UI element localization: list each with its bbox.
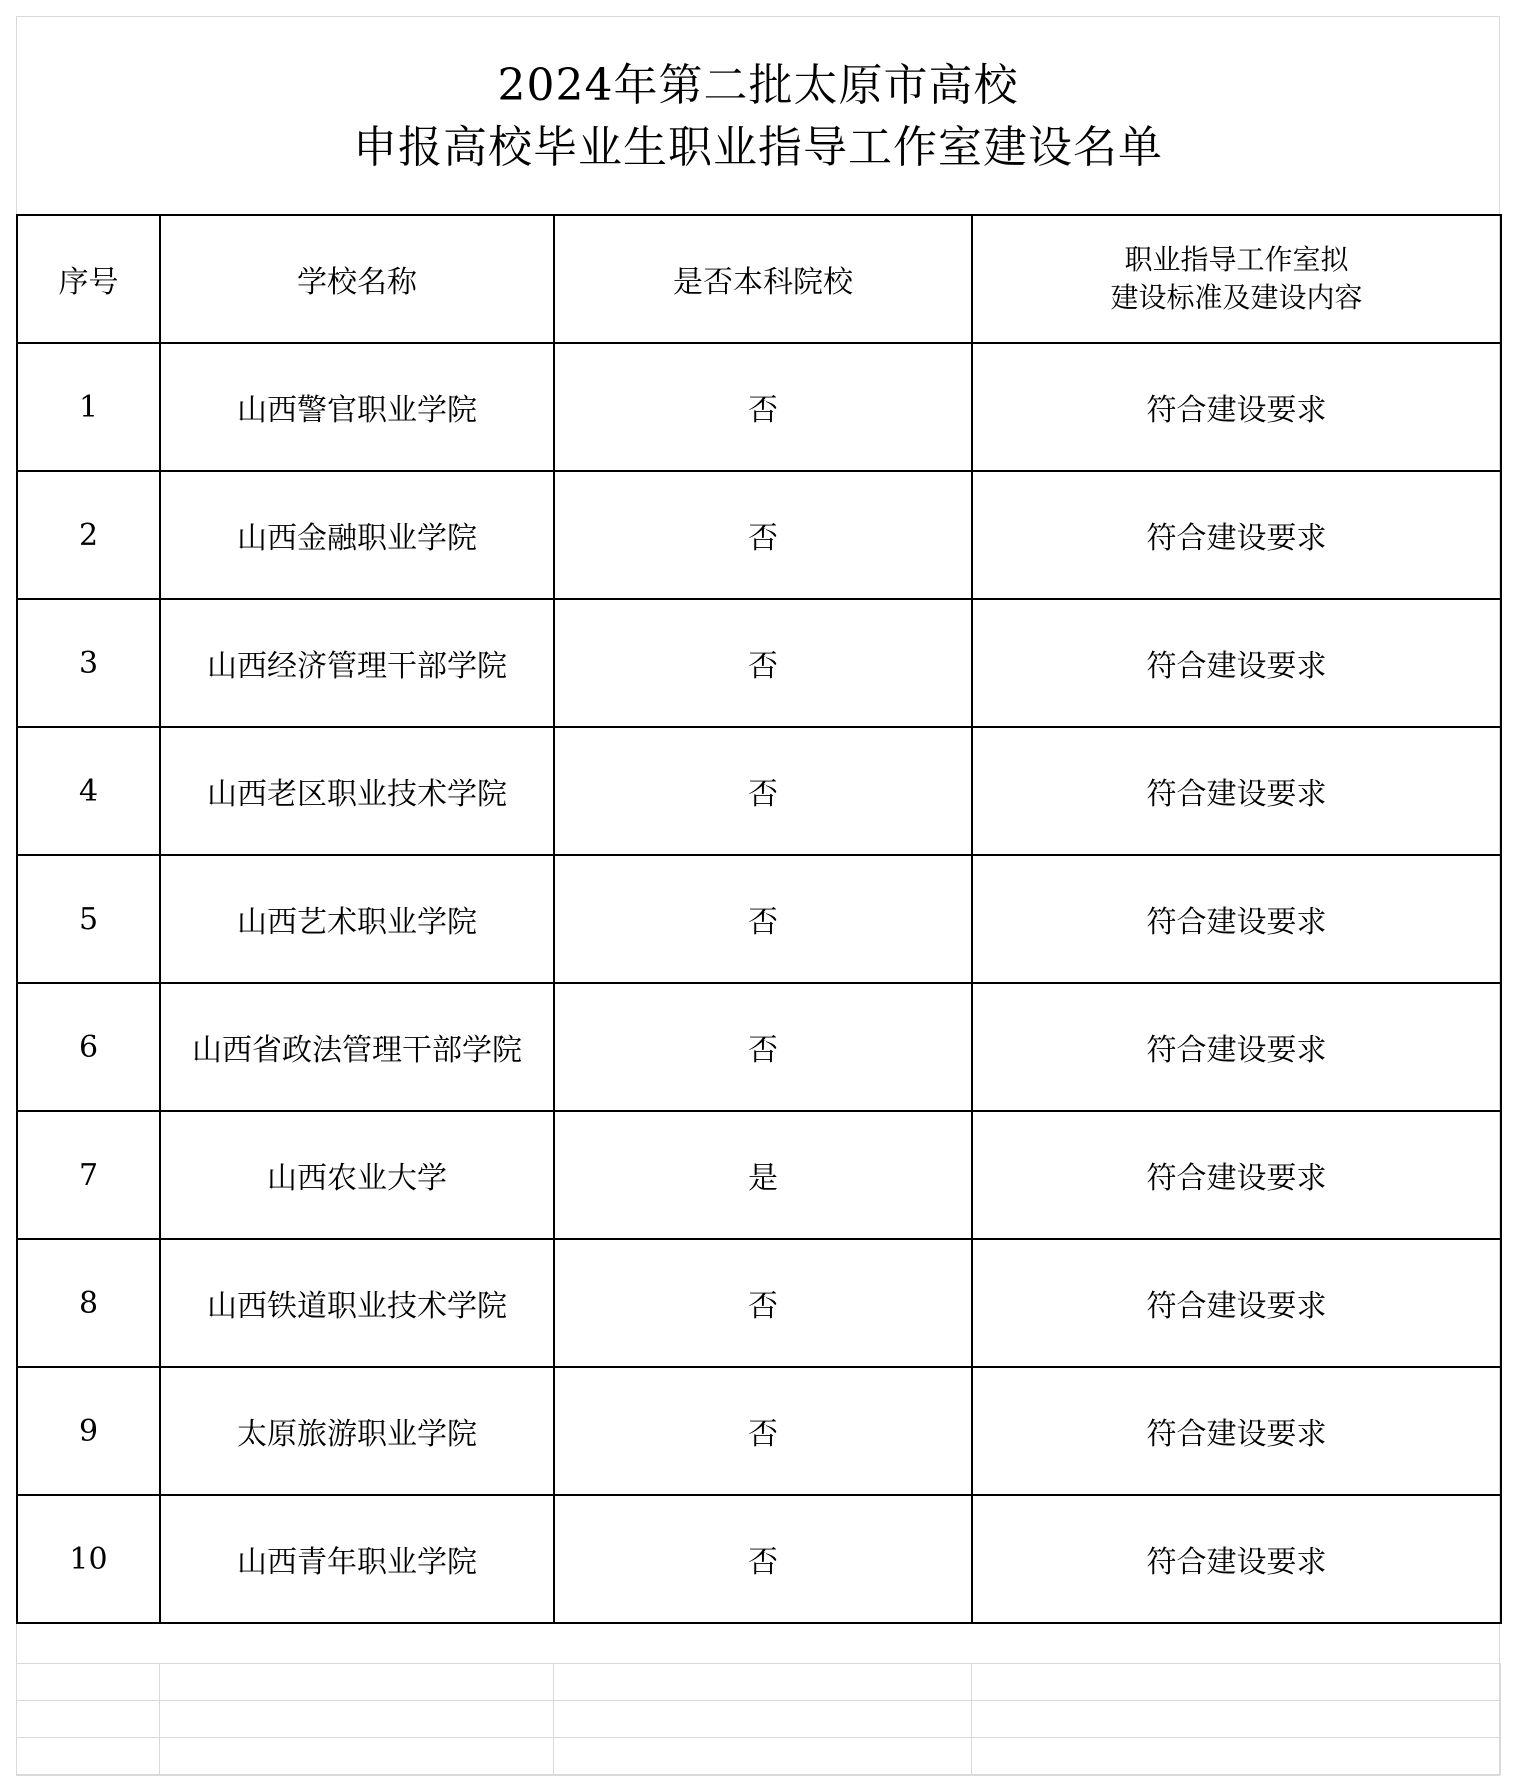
cell-is-undergraduate: 是	[554, 1111, 972, 1239]
title-line-1: 2024年第二批太原市高校	[497, 60, 1019, 111]
header-is-undergraduate: 是否本科院校	[554, 215, 972, 343]
cell-index: 9	[17, 1367, 160, 1495]
cell-index: 1	[17, 343, 160, 471]
document-title	[16, 16, 1500, 214]
cell-is-undergraduate: 否	[554, 1495, 972, 1623]
cell-construction-standard: 符合建设要求	[972, 727, 1501, 855]
cell-index: 10	[17, 1495, 160, 1623]
header-construction-standard	[972, 215, 1501, 343]
cell-index: 6	[17, 983, 160, 1111]
cell-construction-standard: 符合建设要求	[972, 1111, 1501, 1239]
table-row	[17, 983, 1501, 1111]
empty-cell	[972, 1664, 1501, 1701]
table-row	[17, 471, 1501, 599]
table-row	[17, 855, 1501, 983]
cell-construction-standard: 符合建设要求	[972, 1239, 1501, 1367]
cell-school-name: 山西警官职业学院	[160, 343, 554, 471]
cell-index: 4	[17, 727, 160, 855]
cell-is-undergraduate: 否	[554, 983, 972, 1111]
header-standard-line-1: 职业指导工作室拟	[1124, 243, 1349, 276]
empty-row	[17, 1701, 1501, 1738]
cell-is-undergraduate: 否	[554, 727, 972, 855]
cell-index: 2	[17, 471, 160, 599]
cell-construction-standard: 符合建设要求	[972, 471, 1501, 599]
cell-school-name: 山西铁道职业技术学院	[160, 1239, 554, 1367]
table-row	[17, 727, 1501, 855]
table-row	[17, 1111, 1501, 1239]
cell-school-name: 山西省政法管理干部学院	[160, 983, 554, 1111]
table-row	[17, 1495, 1501, 1623]
empty-row	[17, 1738, 1501, 1775]
table-row	[17, 599, 1501, 727]
empty-cell	[17, 1738, 160, 1775]
empty-row	[17, 1664, 1501, 1701]
header-index: 序号	[17, 215, 160, 343]
table-row	[17, 343, 1501, 471]
cell-school-name: 太原旅游职业学院	[160, 1367, 554, 1495]
cell-is-undergraduate: 否	[554, 1367, 972, 1495]
table-header-row	[17, 215, 1501, 343]
cell-index: 7	[17, 1111, 160, 1239]
cell-construction-standard: 符合建设要求	[972, 1495, 1501, 1623]
cell-school-name: 山西经济管理干部学院	[160, 599, 554, 727]
table-row	[17, 1239, 1501, 1367]
cell-is-undergraduate: 否	[554, 1239, 972, 1367]
empty-cell	[972, 1701, 1501, 1738]
cell-school-name: 山西青年职业学院	[160, 1495, 554, 1623]
header-standard-line-2: 建设标准及建设内容	[1110, 281, 1363, 314]
cell-school-name: 山西农业大学	[160, 1111, 554, 1239]
empty-cell	[160, 1738, 554, 1775]
cell-index: 5	[17, 855, 160, 983]
cell-construction-standard: 符合建设要求	[972, 855, 1501, 983]
empty-cell	[972, 1738, 1501, 1775]
cell-construction-standard: 符合建设要求	[972, 599, 1501, 727]
school-list-table	[16, 214, 1502, 1624]
cell-construction-standard: 符合建设要求	[972, 1367, 1501, 1495]
empty-cell	[17, 1701, 160, 1738]
cell-index: 3	[17, 599, 160, 727]
empty-cell	[554, 1701, 972, 1738]
empty-grid-rows	[16, 1663, 1501, 1775]
cell-construction-standard: 符合建设要求	[972, 983, 1501, 1111]
cell-school-name: 山西艺术职业学院	[160, 855, 554, 983]
empty-cell	[554, 1738, 972, 1775]
cell-construction-standard: 符合建设要求	[972, 343, 1501, 471]
table-row	[17, 1367, 1501, 1495]
cell-school-name: 山西金融职业学院	[160, 471, 554, 599]
cell-is-undergraduate: 否	[554, 855, 972, 983]
empty-cell	[17, 1664, 160, 1701]
header-school-name: 学校名称	[160, 215, 554, 343]
title-line-2: 申报高校毕业生职业指导工作室建设名单	[353, 122, 1163, 173]
cell-is-undergraduate: 否	[554, 471, 972, 599]
empty-cell	[554, 1664, 972, 1701]
cell-index: 8	[17, 1239, 160, 1367]
cell-school-name: 山西老区职业技术学院	[160, 727, 554, 855]
empty-cell	[160, 1701, 554, 1738]
cell-is-undergraduate: 否	[554, 343, 972, 471]
empty-cell	[160, 1664, 554, 1701]
cell-is-undergraduate: 否	[554, 599, 972, 727]
